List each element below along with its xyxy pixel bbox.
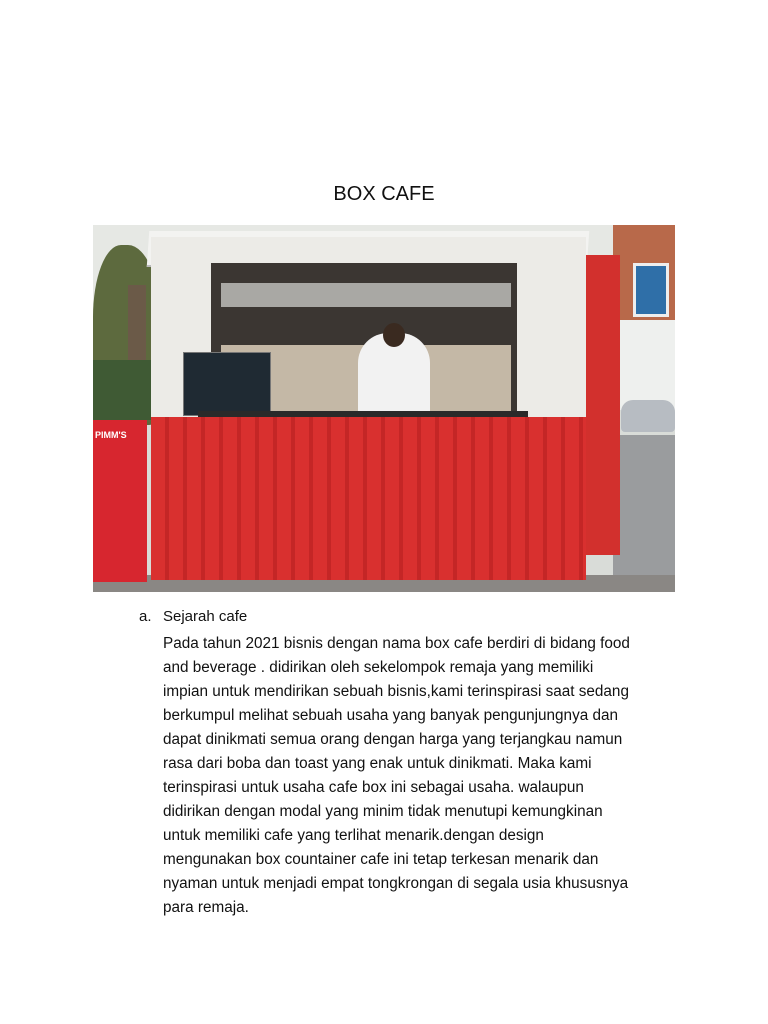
container-side bbox=[586, 255, 620, 555]
body-line: terinspirasi untuk usaha cafe box ini sebagai usaha. walaupun bbox=[163, 779, 584, 796]
barista-head bbox=[383, 323, 405, 347]
body-line: nyaman untuk menjadi empat tongkrongan di segala usia khususnya bbox=[163, 875, 629, 892]
road bbox=[613, 435, 675, 592]
body-line: dapat dinikmati semua orang dengan harga yang terjangkau namun bbox=[163, 731, 623, 748]
body-line: didirikan dengan modal yang minim tidak menutupi kemungkinan bbox=[163, 803, 603, 820]
body-line: rasa dari boba dan toast yang enak untuk dinikmati. Maka kami bbox=[163, 755, 592, 772]
body-line: untuk memiliki cafe yang terlihat menarik.dengan design bbox=[163, 827, 544, 844]
menu-board bbox=[183, 352, 271, 416]
body-line: impian untuk mendirikan sebuah bisnis,kami terinspirasi saat sedang bbox=[163, 683, 629, 700]
list-marker: a. bbox=[139, 608, 152, 625]
building-window bbox=[633, 263, 669, 317]
container-bottom bbox=[151, 417, 586, 580]
box-cafe-photo bbox=[93, 225, 675, 592]
pimms-sign bbox=[93, 420, 147, 582]
car bbox=[621, 400, 675, 432]
pimms-sign-text: PIMM'S bbox=[95, 430, 127, 440]
section-heading: Sejarah cafe bbox=[163, 608, 248, 625]
body-line: and beverage . didirikan oleh sekelompok remaja yang memiliki bbox=[163, 659, 594, 676]
body-line: para remaja. bbox=[163, 899, 249, 916]
section-body bbox=[163, 632, 630, 920]
body-line: berkumpul melihat sebuah usaha yang banyak pengunjungnya dan bbox=[163, 707, 618, 724]
body-line: mengunakan box countainer cafe ini tetap terkesan menarik dan bbox=[163, 851, 599, 868]
page-title: BOX CAFE bbox=[333, 183, 435, 205]
shop-front bbox=[613, 320, 675, 410]
kitchen-hood bbox=[221, 283, 511, 307]
hedge bbox=[93, 360, 153, 420]
body-line: Pada tahun 2021 bisnis dengan nama box cafe berdiri di bidang food bbox=[163, 635, 630, 652]
